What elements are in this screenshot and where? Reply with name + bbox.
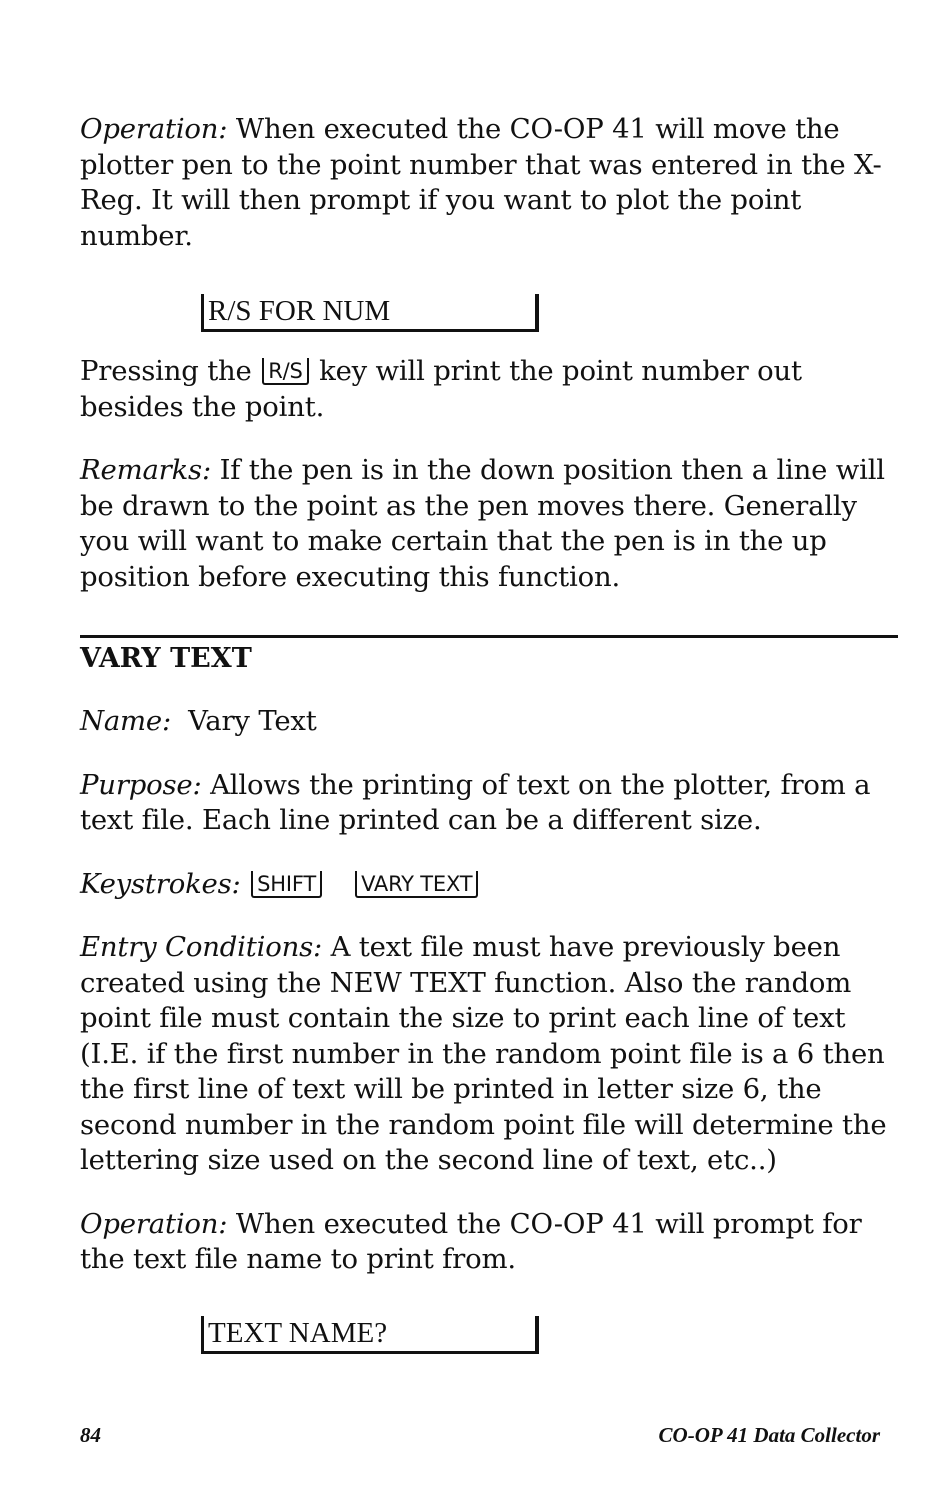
purpose-text: Allows the printing of text on the plotter, from a text file. Each line printed can be a different size. [80, 768, 871, 836]
display-box-text-name [80, 1316, 892, 1376]
rs-key: R/S [262, 358, 308, 385]
name-text: Vary Text [171, 705, 317, 737]
keystrokes-paragraph [80, 867, 892, 903]
name-label: Name: [80, 705, 172, 737]
remarks-text: If the pen is in the down position then a line will be drawn to the point as the pen moves there. Generally you will want to make certain that the pen is in the up position before executing this function. [80, 454, 885, 593]
purpose-label: Purpose: [80, 768, 202, 801]
purpose-paragraph [80, 768, 892, 839]
remarks-paragraph [80, 453, 892, 595]
shift-key: SHIFT [251, 871, 322, 898]
operation-label-2: Operation: [80, 1207, 228, 1240]
pressing-paragraph [80, 354, 892, 425]
name-paragraph [80, 704, 892, 740]
section-heading: VARY TEXT [80, 643, 252, 674]
pressing-text-before: Pressing the [80, 355, 261, 387]
display-text: R/S FOR NUM [201, 294, 539, 332]
keystrokes-label: Keystrokes: [80, 867, 241, 900]
display-box-rs-for-num [80, 294, 892, 354]
operation-text: When executed the CO-OP 41 will move the plotter pen to the point number that was entered in the X-Reg. It will then prompt if you want to plot the point number. [80, 113, 882, 252]
operation-text-2: When executed the CO-OP 41 will prompt for the text file name to print from. [80, 1207, 862, 1275]
footer-title: CO-OP 41 Data Collector [658, 1423, 880, 1447]
manual-page [80, 112, 892, 1376]
entry-conditions-label: Entry Conditions: [80, 931, 323, 963]
page-number: 84 [80, 1423, 101, 1447]
remarks-label: Remarks: [80, 454, 212, 486]
display-text-2: TEXT NAME? [201, 1316, 539, 1354]
entry-conditions-paragraph [80, 930, 892, 1179]
pressing-text-after: key will print the point number out besides the point. [80, 355, 802, 423]
operation-paragraph-1 [80, 112, 892, 254]
entry-conditions-text: A text file must have previously been created using the NEW TEXT function. Also the random point file must contain the size to print each line of text (I.E. if the first number in the random point file is a 6 then the first line of text will be printed in letter size 6, the second number in the random point file will determine the lettering size used on the second line of text, etc..) [80, 931, 887, 1176]
vary-text-key: VARY TEXT [355, 871, 478, 898]
operation-label: Operation: [80, 113, 228, 145]
operation-paragraph-2 [80, 1207, 892, 1278]
